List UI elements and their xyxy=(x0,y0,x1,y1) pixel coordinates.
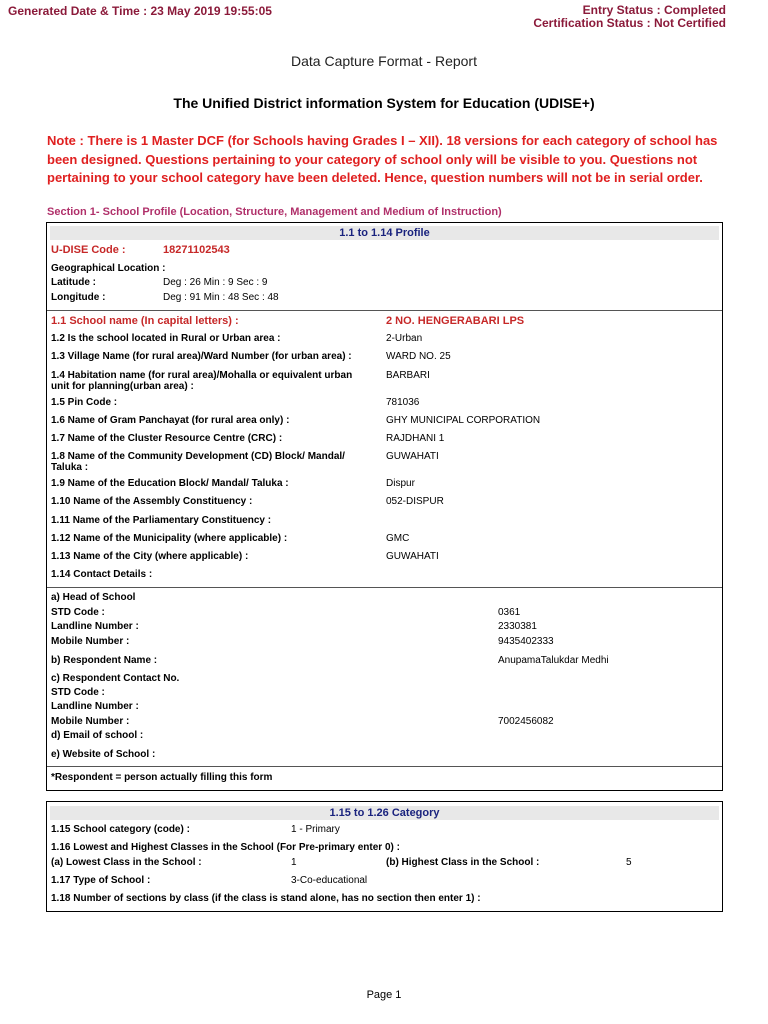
field-value: BARBARI xyxy=(386,370,430,381)
field-value: GMC xyxy=(386,533,410,544)
field-label: 1.14 Contact Details : xyxy=(51,569,153,580)
contact-label: Mobile Number : xyxy=(51,636,130,647)
note-text: Note : There is 1 Master DCF (for Schools having Grades I – XII). 18 versions for each category of school has been designed. Questions pertaining to your category of school only will be visible to you. Questions not pertaining to your school category have been deleted. Hence, question numbers will not be in serial order. xyxy=(47,133,718,185)
field-label: 1.10 Name of the Assembly Constituency : xyxy=(51,496,253,507)
contact-value: 0361 xyxy=(498,607,521,618)
longitude-label: Longitude : xyxy=(51,292,106,303)
field-label: 1.3 Village Name (for rural area)/Ward Number (for urban area) : xyxy=(51,351,352,362)
classes-question-label: 1.16 Lowest and Highest Classes in the School (For Pre-primary enter 0) : xyxy=(51,842,400,853)
status-block xyxy=(533,4,726,30)
latitude-value: Deg : 26 Min : 9 Sec : 9 xyxy=(163,277,268,288)
certification-status: Certification Status : Not Certified xyxy=(533,16,726,30)
category-box xyxy=(46,801,723,912)
category-band: 1.15 to 1.26 Category xyxy=(50,806,719,820)
field-label: 1.9 Name of the Education Block/ Mandal/ Taluka : xyxy=(51,478,289,489)
field-label: 1.6 Name of Gram Panchayat (for rural area only) : xyxy=(51,415,290,426)
contact-label: STD Code : xyxy=(51,687,105,698)
school-category-label: 1.15 School category (code) : xyxy=(51,824,190,835)
field-value: 781036 xyxy=(386,397,420,408)
school-name-label: 1.1 School name (In capital letters) : xyxy=(51,315,239,327)
contact-label: d) Email of school : xyxy=(51,730,144,741)
field-label: 1.12 Name of the Municipality (where applicable) : xyxy=(51,533,288,544)
page-number: Page 1 xyxy=(366,989,402,1001)
page-title: Data Capture Format - Report xyxy=(291,53,477,69)
field-label: 1.4 Habitation name (for rural area)/Mohalla or equivalent urban unit for planning(urban area) : xyxy=(51,370,353,392)
respondent-note: *Respondent = person actually filling this form xyxy=(51,772,273,783)
page-subtitle: The Unified District information System for Education (UDISE+) xyxy=(173,95,595,111)
profile-box xyxy=(46,222,723,791)
divider xyxy=(47,587,722,588)
divider xyxy=(47,766,722,767)
udise-label: U-DISE Code : xyxy=(51,244,126,256)
contact-label: e) Website of School : xyxy=(51,749,156,760)
highest-class-value: 5 xyxy=(626,857,632,868)
school-type-value: 3-Co-educational xyxy=(291,875,368,886)
field-value: 052-DISPUR xyxy=(386,496,444,507)
contact-label: b) Respondent Name : xyxy=(51,655,158,666)
field-value: 2-Urban xyxy=(386,333,423,344)
contact-value: 2330381 xyxy=(498,621,537,632)
contact-label: Landline Number : xyxy=(51,701,139,712)
section-title: Section 1- School Profile (Location, Structure, Management and Medium of Instruction) xyxy=(47,206,502,218)
highest-class-label: (b) Highest Class in the School : xyxy=(386,857,540,868)
sections-question-label: 1.18 Number of sections by class (if the class is stand alone, has no section then enter 1) : xyxy=(51,893,481,904)
field-value: GUWAHATI xyxy=(386,551,439,562)
school-name-value: 2 NO. HENGERABARI LPS xyxy=(386,315,525,327)
lowest-class-value: 1 xyxy=(291,857,297,868)
latitude-label: Latitude : xyxy=(51,277,96,288)
school-type-label: 1.17 Type of School : xyxy=(51,875,151,886)
field-value: WARD NO. 25 xyxy=(386,351,451,362)
contact-label: STD Code : xyxy=(51,607,105,618)
contact-label: Landline Number : xyxy=(51,621,139,632)
field-value: GHY MUNICIPAL CORPORATION xyxy=(386,415,541,426)
field-label: 1.11 Name of the Parliamentary Constituency : xyxy=(51,515,272,526)
school-category-value: 1 - Primary xyxy=(291,824,340,835)
contact-value: AnupamaTalukdar Medhi xyxy=(498,655,609,666)
lowest-class-label: (a) Lowest Class in the School : xyxy=(51,857,202,868)
field-label: 1.13 Name of the City (where applicable) : xyxy=(51,551,249,562)
contact-label: Mobile Number : xyxy=(51,716,130,727)
profile-band: 1.1 to 1.14 Profile xyxy=(50,226,719,240)
field-label: 1.2 Is the school located in Rural or Urban area : xyxy=(51,333,281,344)
field-value: RAJDHANI 1 xyxy=(386,433,445,444)
field-label: 1.5 Pin Code : xyxy=(51,397,118,408)
field-value: GUWAHATI xyxy=(386,451,439,462)
entry-status: Entry Status : Completed xyxy=(582,3,726,17)
contact-value: 7002456082 xyxy=(498,716,554,727)
generated-datetime: Generated Date & Time : 23 May 2019 19:55:05 xyxy=(8,4,272,18)
field-label: 1.7 Name of the Cluster Resource Centre (CRC) : xyxy=(51,433,283,444)
field-label: 1.8 Name of the Community Development (CD) Block/ Mandal/ Taluka : xyxy=(51,451,345,473)
contact-label: c) Respondent Contact No. xyxy=(51,673,180,684)
field-value: Dispur xyxy=(386,478,415,489)
geo-location-label: Geographical Location : xyxy=(51,263,166,274)
longitude-value: Deg : 91 Min : 48 Sec : 48 xyxy=(163,292,279,303)
contact-label: a) Head of School xyxy=(51,592,136,603)
udise-code: 18271102543 xyxy=(163,244,230,256)
divider xyxy=(47,310,722,311)
contact-value: 9435402333 xyxy=(498,636,554,647)
